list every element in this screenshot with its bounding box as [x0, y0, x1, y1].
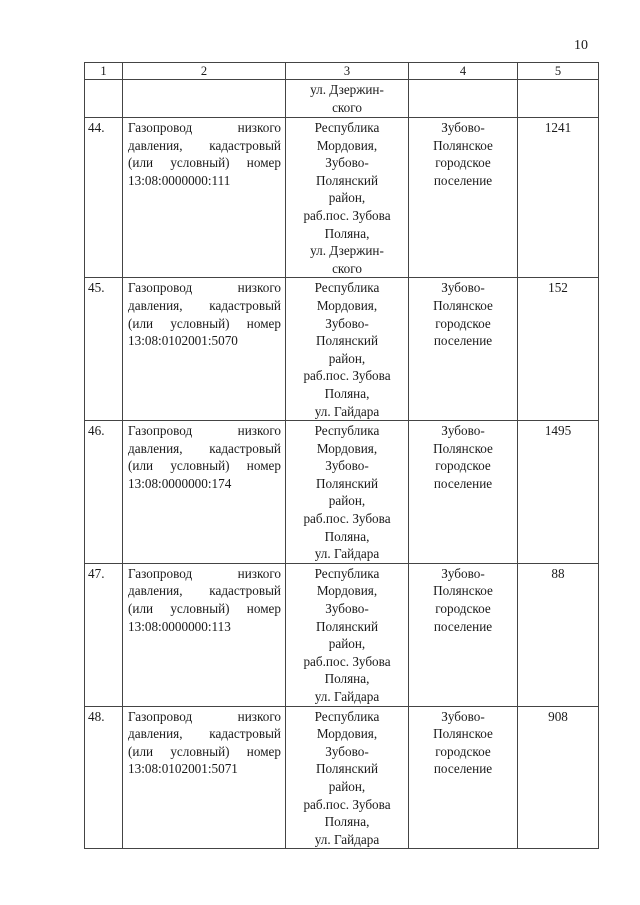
address-cell	[286, 278, 409, 421]
settlement-line: поселение	[433, 333, 493, 349]
address-line: район,	[328, 190, 366, 206]
address-line: ул. Дзержин-	[310, 243, 384, 259]
continuation-settlement-cell	[409, 80, 518, 118]
length-cell: 1241	[518, 118, 599, 278]
table-body	[85, 63, 599, 849]
address-line: Республика	[314, 120, 380, 135]
address-line: Мордовия,	[316, 137, 378, 153]
description-line: Газопровод низкого	[128, 708, 281, 724]
continuation-desc-cell	[123, 80, 286, 118]
page-number: 10	[574, 38, 588, 53]
address-line: Полянский	[315, 618, 379, 634]
description-line: давления, кадастровый	[128, 137, 281, 153]
address-cell	[286, 421, 409, 564]
object-description-cell	[123, 278, 286, 421]
address-line: раб.пос. Зубова	[303, 796, 391, 812]
address-cell	[286, 706, 409, 849]
settlement-line: городское	[435, 743, 491, 759]
column-header-1: 1	[85, 63, 123, 80]
address-line: Республика	[314, 423, 380, 439]
settlement-line: поселение	[433, 618, 493, 634]
row-number-cell: 44.	[85, 118, 123, 278]
settlement-line: городское	[435, 155, 491, 171]
description-line: 13:08:0000000:174	[128, 475, 232, 491]
object-description-cell	[123, 706, 286, 849]
address-line: Поляна,	[324, 528, 370, 544]
address-line: район,	[328, 493, 366, 509]
address-line: раб.пос. Зубова	[303, 653, 391, 669]
description-line: (или условный) номер	[128, 601, 281, 617]
address-line: район,	[328, 636, 366, 652]
column-header-5: 5	[518, 63, 599, 80]
settlement-line: Полянское	[433, 726, 493, 742]
description-line: (или условный) номер	[128, 458, 281, 474]
table-row	[85, 421, 599, 564]
settlement-line: Зубово-	[441, 423, 485, 439]
address-line: Полянский	[315, 333, 379, 349]
address-line: ул. Гайдара	[314, 689, 380, 704]
settlement-line: Зубово-	[441, 120, 485, 135]
description-line: 13:08:0000000:111	[128, 172, 231, 188]
settlement-line: Полянское	[433, 440, 493, 456]
settlement-cell	[409, 118, 518, 278]
settlement-line: поселение	[433, 761, 493, 777]
address-line: Мордовия,	[316, 726, 378, 742]
address-line: Мордовия,	[316, 297, 378, 313]
address-line: ского	[332, 260, 362, 276]
row-number-cell: 46.	[85, 421, 123, 564]
settlement-cell	[409, 421, 518, 564]
address-line: Мордовия,	[316, 440, 378, 456]
table-row	[85, 118, 599, 278]
settlement-cell	[409, 563, 518, 706]
settlement-line: поселение	[433, 172, 493, 188]
table-row	[85, 278, 599, 421]
address-line: раб.пос. Зубова	[303, 511, 391, 527]
description-line: Газопровод низкого	[128, 565, 281, 581]
gas-pipeline-registry-table	[84, 62, 599, 849]
address-line: Зубово-	[325, 315, 369, 331]
description-line: Газопровод низкого	[128, 423, 281, 439]
continuation-num-cell	[85, 80, 123, 118]
settlement-line: поселение	[433, 475, 493, 491]
address-line: Мордовия,	[316, 583, 378, 599]
address-line: раб.пос. Зубова	[303, 207, 391, 223]
settlement-line: Зубово-	[441, 565, 485, 581]
length-cell: 1495	[518, 421, 599, 564]
address-line: Республика	[314, 280, 380, 296]
description-line: давления, кадастровый	[128, 297, 281, 313]
description-line: (или условный) номер	[128, 743, 281, 759]
length-cell: 88	[518, 563, 599, 706]
continuation-address-cell	[286, 80, 409, 118]
row-number-cell: 48.	[85, 706, 123, 849]
column-header-3: 3	[286, 63, 409, 80]
address-line: район,	[328, 350, 366, 366]
description-line: Газопровод низкого	[128, 120, 281, 135]
settlement-cell	[409, 278, 518, 421]
address-line: Республика	[314, 565, 380, 581]
object-description-cell	[123, 563, 286, 706]
settlement-cell	[409, 706, 518, 849]
settlement-line: городское	[435, 458, 491, 474]
address-line: Полянский	[315, 172, 379, 188]
row-number-cell: 47.	[85, 563, 123, 706]
description-line: давления, кадастровый	[128, 440, 281, 456]
settlement-line: Зубово-	[441, 280, 485, 296]
column-header-4: 4	[409, 63, 518, 80]
address-line: Поляна,	[324, 814, 370, 830]
settlement-line: Полянское	[433, 297, 493, 313]
continuation-address-line: ского	[332, 99, 362, 115]
length-cell: 152	[518, 278, 599, 421]
description-line: 13:08:0000000:113	[128, 618, 231, 634]
settlement-line: городское	[435, 601, 491, 617]
length-cell: 908	[518, 706, 599, 849]
address-cell	[286, 118, 409, 278]
table-row	[85, 706, 599, 849]
address-line: Зубово-	[325, 458, 369, 474]
settlement-line: Полянское	[433, 583, 493, 599]
address-line: ул. Гайдара	[314, 403, 380, 419]
address-line: Республика	[314, 708, 380, 724]
description-line: Газопровод низкого	[128, 280, 281, 296]
continuation-length-cell	[518, 80, 599, 118]
address-line: Поляна,	[324, 225, 370, 241]
address-line: Зубово-	[325, 601, 369, 617]
description-line: 13:08:0102001:5070	[128, 333, 238, 349]
address-cell	[286, 563, 409, 706]
column-header-2: 2	[123, 63, 286, 80]
address-line: Зубово-	[325, 155, 369, 171]
address-line: район,	[328, 778, 366, 794]
description-line: давления, кадастровый	[128, 726, 281, 742]
continuation-row	[85, 80, 599, 118]
column-number-header-row	[85, 63, 599, 80]
description-line: (или условный) номер	[128, 315, 281, 331]
object-description-cell	[123, 421, 286, 564]
description-line: (или условный) номер	[128, 155, 281, 171]
address-line: Полянский	[315, 475, 379, 491]
settlement-line: Полянское	[433, 137, 493, 153]
address-line: Поляна,	[324, 385, 370, 401]
address-line: ул. Гайдара	[314, 831, 380, 847]
settlement-line: Зубово-	[441, 708, 485, 724]
address-line: Полянский	[315, 761, 379, 777]
description-line: давления, кадастровый	[128, 583, 281, 599]
description-line: 13:08:0102001:5071	[128, 761, 238, 777]
row-number-cell: 45.	[85, 278, 123, 421]
address-line: ул. Гайдара	[314, 546, 380, 562]
address-line: Зубово-	[325, 743, 369, 759]
address-line: Поляна,	[324, 671, 370, 687]
continuation-address-line: ул. Дзержин-	[310, 82, 384, 97]
table-row	[85, 563, 599, 706]
object-description-cell	[123, 118, 286, 278]
address-line: раб.пос. Зубова	[303, 368, 391, 384]
settlement-line: городское	[435, 315, 491, 331]
